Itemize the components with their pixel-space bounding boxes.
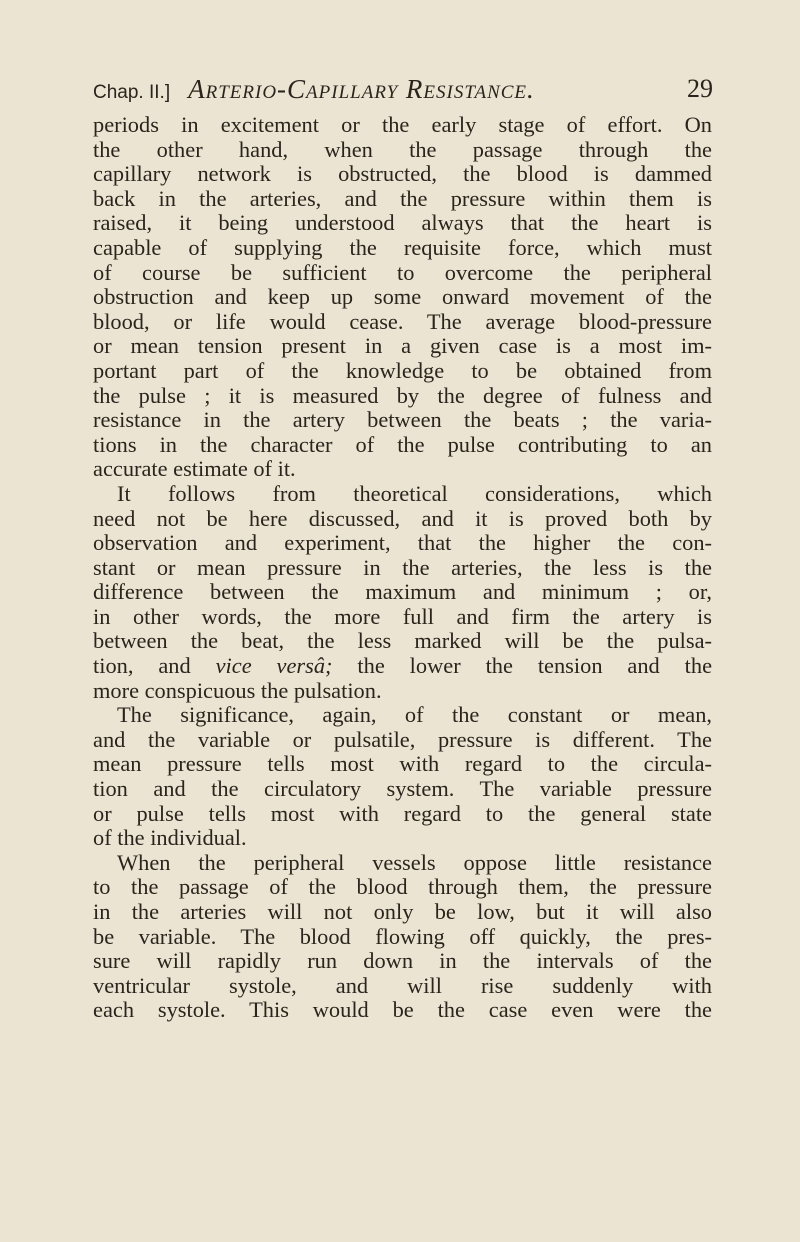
text-line: or pulse tells most with regard to the general state	[93, 800, 712, 826]
text-line: accurate estimate of it.	[93, 456, 296, 482]
text-fragment: the lower the tension and the	[357, 653, 713, 679]
text-line: and the variable or pulsatile, pressure is different. The	[93, 726, 712, 752]
text-line: back in the arteries, and the pressure within them is	[93, 185, 712, 211]
text-line: be variable. The blood flowing off quickly, the pres-	[93, 923, 712, 949]
text-line-mixed	[93, 654, 712, 679]
text-line: periods in excitement or the early stage of effort. On	[93, 112, 712, 137]
text-line: mean pressure tells most with regard to the circula-	[93, 751, 712, 777]
text-line: capillary network is obstructed, the blood is dammed	[93, 161, 712, 187]
text-line: It follows from theoretical considerations, which	[117, 480, 712, 506]
text-line: blood, or life would cease. The average blood-pressure	[93, 308, 712, 334]
chapter-label: Chap. II.]	[93, 82, 171, 103]
body-text	[93, 113, 712, 1023]
text-line: tions in the character of the pulse contributing to an	[93, 431, 712, 457]
text-line: When the peripheral vessels oppose little resistance	[117, 849, 712, 875]
text-line: each systole. This would be the case even were the	[93, 997, 712, 1023]
text-line: between the beat, the less marked will be the pulsa-	[93, 628, 712, 654]
text-line: need not be here discussed, and it is proved both by	[93, 505, 712, 531]
text-line: tion and the circulatory system. The variable pressure	[93, 776, 712, 802]
page-header	[93, 74, 713, 114]
text-line: in the arteries will not only be low, but it will also	[93, 899, 712, 924]
text-fragment: tion, and	[93, 653, 191, 679]
text-line: stant or mean pressure in the arteries, the less is the	[93, 554, 712, 580]
running-title: Arterio-Capillary Resistance.	[188, 74, 535, 104]
text-line: of course be sufficient to overcome the peripheral	[93, 259, 712, 285]
text-line: capable of supplying the requisite force, which must	[93, 234, 712, 260]
text-line: the pulse ; it is measured by the degree of fulness and	[93, 382, 712, 408]
text-line: observation and experiment, that the higher the con-	[93, 530, 712, 556]
page-number: 29	[687, 74, 713, 103]
text-line: portant part of the knowledge to be obtained from	[93, 357, 712, 383]
italic-phrase: vice versâ;	[215, 653, 333, 679]
text-line: raised, it being understood always that the heart is	[93, 210, 712, 236]
text-line: The significance, again, of the constant or mean,	[117, 702, 712, 728]
text-line: obstruction and keep up some onward movement of the	[93, 284, 712, 310]
text-line: of the individual.	[93, 825, 247, 851]
text-line: more conspicuous the pulsation.	[93, 677, 382, 703]
text-line: ventricular systole, and will rise suddenly with	[93, 972, 712, 998]
text-line: resistance in the artery between the beats ; the varia-	[93, 407, 712, 433]
text-line: the other hand, when the passage through the	[93, 136, 712, 162]
text-line: in other words, the more full and firm the artery is	[93, 603, 712, 629]
text-line: difference between the maximum and minimum ; or,	[93, 579, 712, 605]
text-line: or mean tension present in a given case is a most im-	[93, 333, 712, 359]
text-line: sure will rapidly run down in the intervals of the	[93, 948, 712, 974]
text-line: to the passage of the blood through them, the pressure	[93, 874, 712, 900]
